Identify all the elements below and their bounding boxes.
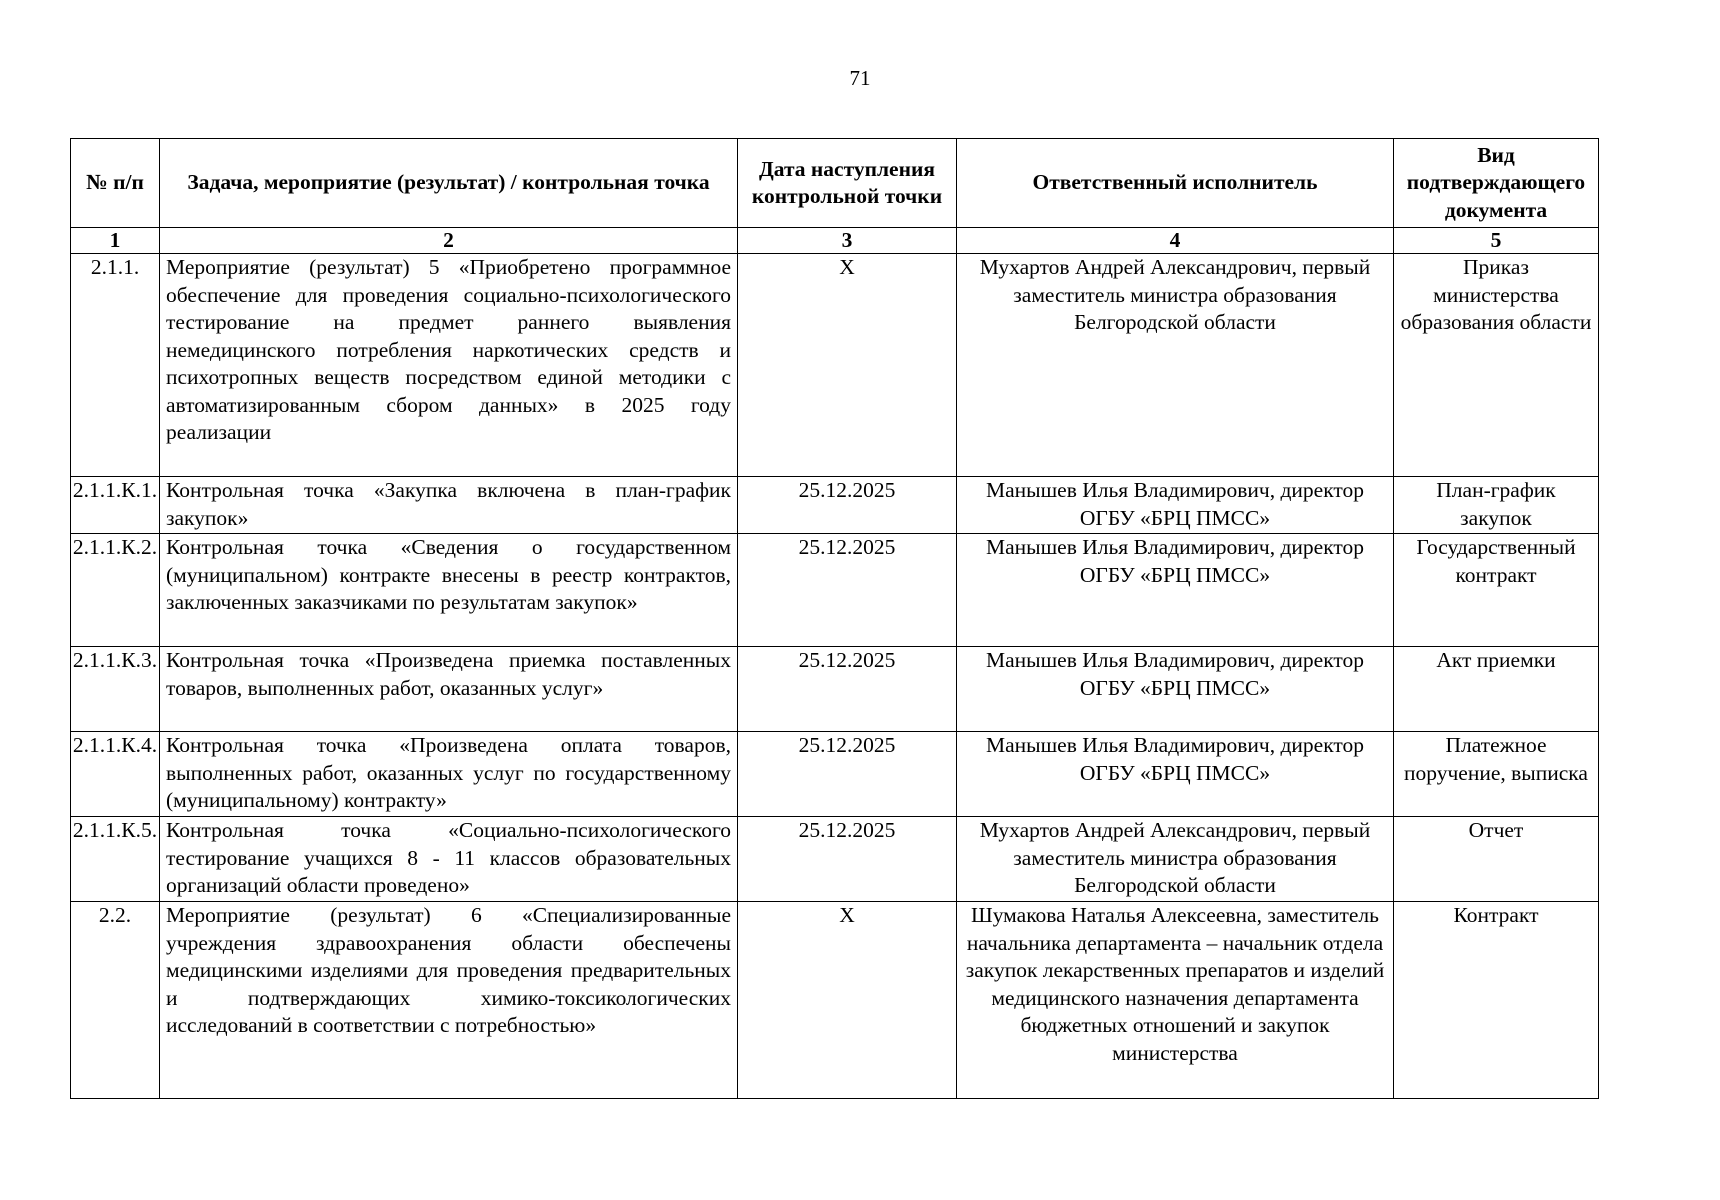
row-number: 2.1.1.К.4. [71,732,160,817]
table-row [71,902,1599,1099]
column-number-row [71,228,1599,254]
row-task: Контрольная точка «Сведения о государственном (муниципальном) контракте внесены в реестр контрактов, заключенных заказчиками по результатам закупок» [160,534,738,647]
table-row [71,534,1599,647]
row-date: Х [738,254,957,477]
row-date: 25.12.2025 [738,732,957,817]
table-header-row [71,139,1599,228]
row-task: Мероприятие (результат) 5 «Приобретено программное обеспечение для проведения социально-психологического тестирование на предмет раннего выявления немедицинского потребления наркотических средств и психотропных веществ посредством единой методики с автоматизированным сбором данных» в 2025 году реализации [160,254,738,477]
table-row [71,732,1599,817]
table-row [71,817,1599,902]
row-task: Контрольная точка «Произведена оплата товаров, выполненных работ, оказанных услуг по государственному (муниципальному) контракту» [160,732,738,817]
column-number: 2 [160,228,738,254]
column-number: 4 [957,228,1394,254]
row-task: Контрольная точка «Закупка включена в план-график закупок» [160,477,738,534]
row-number: 2.2. [71,902,160,1099]
header-document: Вид подтверждающего документа [1394,139,1599,228]
row-date: 25.12.2025 [738,817,957,902]
table-row [71,647,1599,732]
header-date: Дата наступления контрольной точки [738,139,957,228]
row-responsible: Мухартов Андрей Александрович, первый заместитель министра образования Белгородской области [957,817,1394,902]
header-number: № п/п [71,139,160,228]
row-responsible: Шумакова Наталья Алексеевна, заместитель начальника департамента – начальник отдела закупок лекарственных препаратов и изделий медицинского назначения департамента бюджетных отношений и закупок министерства [957,902,1394,1099]
row-document: Платежное поручение, выписка [1394,732,1599,817]
table-row [71,477,1599,534]
header-responsible: Ответственный исполнитель [957,139,1394,228]
row-responsible: Манышев Илья Владимирович, директор ОГБУ «БРЦ ПМСС» [957,477,1394,534]
row-number: 2.1.1.К.1. [71,477,160,534]
column-number: 3 [738,228,957,254]
row-document: План-график закупок [1394,477,1599,534]
column-number: 1 [71,228,160,254]
page-number: 71 [849,66,871,90]
row-responsible: Манышев Илья Владимирович, директор ОГБУ «БРЦ ПМСС» [957,534,1394,647]
plan-table [70,138,1599,1099]
row-responsible: Манышев Илья Владимирович, директор ОГБУ «БРЦ ПМСС» [957,732,1394,817]
column-number: 5 [1394,228,1599,254]
header-task: Задача, мероприятие (результат) / контрольная точка [160,139,738,228]
row-document: Государственный контракт [1394,534,1599,647]
row-task: Контрольная точка «Социально-психологического тестирование учащихся 8 - 11 классов образовательных организаций области проведено» [160,817,738,902]
row-document: Акт приемки [1394,647,1599,732]
row-responsible: Мухартов Андрей Александрович, первый заместитель министра образования Белгородской области [957,254,1394,477]
row-number: 2.1.1.К.2. [71,534,160,647]
row-date: 25.12.2025 [738,477,957,534]
row-task: Мероприятие (результат) 6 «Специализированные учреждения здравоохранения области обеспечены медицинскими изделиями для проведения предварительных и подтверждающих химико-токсикологических исследований в соответствии с потребностью» [160,902,738,1099]
row-date: 25.12.2025 [738,647,957,732]
row-number: 2.1.1. [71,254,160,477]
row-date: Х [738,902,957,1099]
row-task: Контрольная точка «Произведена приемка поставленных товаров, выполненных работ, оказанных услуг» [160,647,738,732]
row-document: Отчет [1394,817,1599,902]
row-document: Приказ министерства образования области [1394,254,1599,477]
row-date: 25.12.2025 [738,534,957,647]
row-number: 2.1.1.К.3. [71,647,160,732]
table-row [71,254,1599,477]
row-responsible: Манышев Илья Владимирович, директор ОГБУ «БРЦ ПМСС» [957,647,1394,732]
row-document: Контракт [1394,902,1599,1099]
row-number: 2.1.1.К.5. [71,817,160,902]
